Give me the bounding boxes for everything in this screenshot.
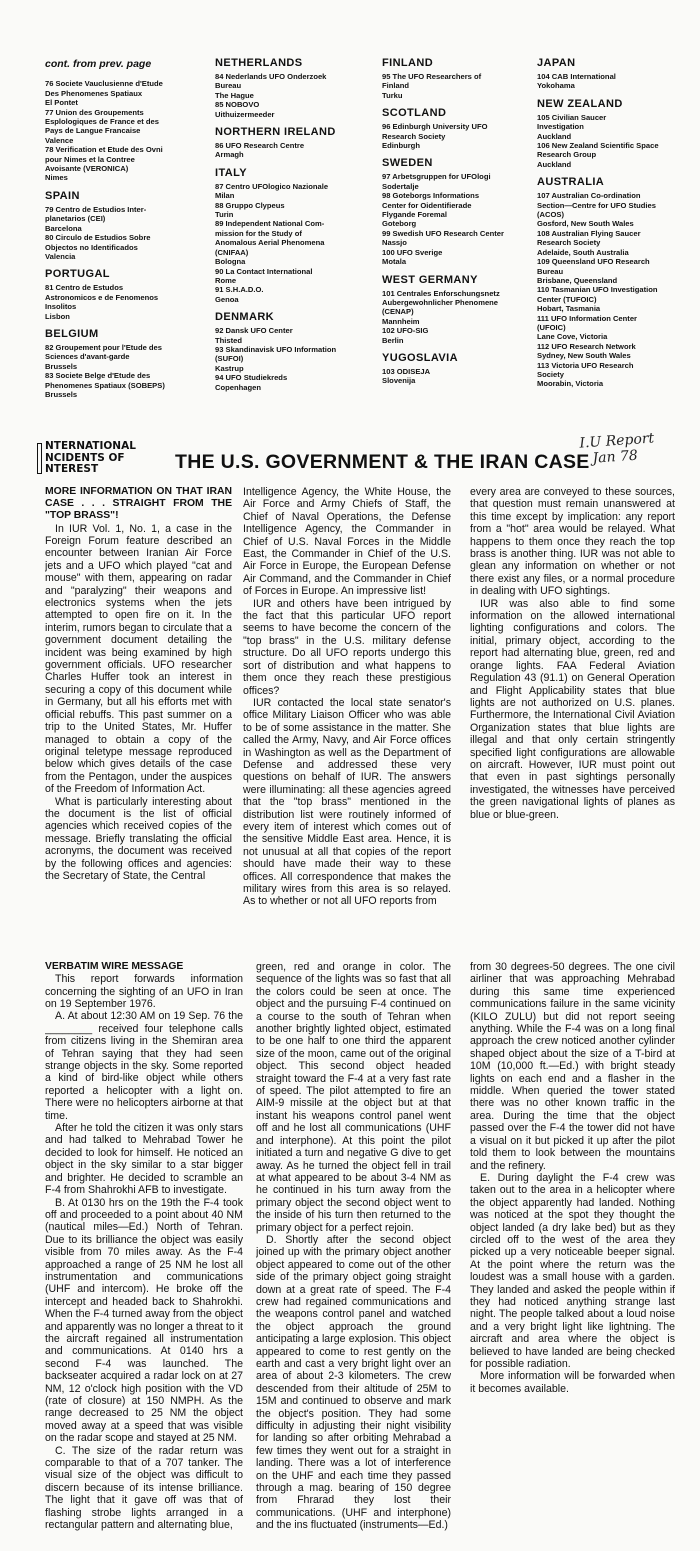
country-heading: DENMARK — [215, 311, 275, 324]
country-heading: NEW ZEALAND — [537, 97, 623, 110]
country-heading: SWEDEN — [382, 157, 433, 170]
directory-entry: 80 Circulo de Estudios Sobre Objectos no Identificados Valencia — [45, 233, 151, 261]
section1-paragraph: What is particularly interesting about the document is the list of official agencies which received copies of the message. Briefly translating the official acronyms, the document was received by the following offices and agencies: the Secretary of State, the Central — [45, 795, 232, 882]
section2-column-1 — [45, 961, 243, 1534]
directory-entry: 98 Goteborgs Informations Center for Oidentifierade Flygande Foremal Goteborg — [382, 191, 480, 229]
section2-paragraph: from 30 degrees-50 degrees. The one civil airliner that was approaching Mehrabad during this same time experienced communications failure in the same vicinity (KILO ZULU) but did not report seeing anything. While the F-4 was on a long final approach the crew noticed another cylinder shaped object about the size of a T-bird at 10M (10,000 ft.—Ed.) with bright steady lights on each end and a flasher in the middle. When queried the tower stated there was no other known traffic in the area. During the time that the object passed over the F-4 the tower did not have a visual on it but picked it up after the pilot told them to look between the mountains and the refinery. — [470, 961, 675, 1172]
section2-paragraph: E. During daylight the F-4 crew was taken out to the area in a helicopter where the object apparently had landed. Nothing was noticed at the spot they thought the object landed (a dry lake bed) but as they circled off to the west of the area they picked up a very noticeable beeper signal. At the point where the return was the loudest was a small house with a garden. They landed and asked the people within if they had noticed anything strange last night. The people talked about a loud noise and a very bright light like lightning. The aircraft and area where the object is believed to have landed are being checked for possible radiation. — [470, 1171, 675, 1370]
directory-entry: 101 Centrales Enforschungsnetz Aubergewohnlicher Phenomene (CENAP) Mannheim — [382, 288, 500, 326]
directory-entry: 79 Centro de Estudios Inter- planetarios (CEI) Barcelona — [45, 204, 147, 233]
section2-column-2 — [256, 961, 451, 1534]
directory-entry: 91 S.H.A.D.O. Genoa — [215, 285, 264, 304]
section1-paragraph: In IUR Vol. 1, No. 1, a case in the Foreign Forum feature described an encounter between Iranian Air Force jets and a UFO which played "cat and mouse" with them, appearing on radar and "paralyzing" their weapons and electronics systems when the jets attempted to open fire on it. In the interim, rumors began to circulate that a government document detailing the incident was being examined by high government officials. UFO researcher Charles Huffer took an interest in securing a copy of this document while in Germany, but all his efforts met with official rebuffs. This past summer on a trip to the United States, Mr. Huffer managed to obtain a copy of the original teletype message reproduced below which gives details of the case from the Pentagon, under the auspices of the Freedom of Information Act. — [45, 522, 232, 796]
directory-col-1 — [45, 60, 210, 399]
directory-entry: 87 Centro UFOlogico Nazionale Milan — [215, 181, 329, 201]
directory-entry: 100 UFO Sverige Motala — [382, 247, 443, 267]
directory-entry: 108 Australian Flying Saucer Research Society Adelaide, South Australia — [537, 228, 641, 257]
country-heading: SPAIN — [45, 189, 80, 202]
directory-entry: 83 Societe Belge d'Etude des Phenomenes Spatiaux (SOBEPS) Brussels — [45, 371, 165, 399]
directory-entry: 109 Queensland UFO Research Bureau Brisbane, Queensland — [537, 257, 650, 285]
directory-entry: 90 La Contact International Rome — [215, 266, 313, 285]
directory-entry: 84 Nederlands UFO Onderzoek Bureau The Hague — [215, 72, 327, 100]
logo-line-3: NTEREST — [45, 463, 99, 475]
directory-entry: 76 Societe Vauclusienne d'Etude Des Phenomenes Spatiaux El Pontet — [45, 79, 163, 108]
directory-entry: 95 The UFO Researchers of Finland Turku — [382, 72, 482, 100]
continued-label: cont. from prev. page — [45, 58, 152, 70]
section1-paragraph: IUR was also able to find some information on the allowed international lighting configurations and colors. The initial, primary object, according to the report had alternating blue, green, red and orange lights. FAA Federal Aviation Regulation 43 (91.1) on General Operation and Flight Applicability states that blue lights are not authorized on U.S. planes. Furthermore, the International Civil Aviation Organization states that blue lights are illegal and that only certain stringently specified light configurations are allowable on aircraft. However, IUR must point out that even in past sightings personally investigated, the witnesses have perceived the green navigational lights of planes as blue or blue-green. — [470, 597, 675, 821]
dir-group-col1 — [45, 79, 210, 399]
country-heading: WEST GERMANY — [382, 273, 478, 286]
country-heading: FINLAND — [382, 57, 434, 69]
section2-paragraph: C. The size of the radar return was comparable to that of a 707 tanker. The visual size of the object was difficult to discern because of its intense brilliance. The light that it gave off was that of flashing strobe lights arranged in a rectangular pattern and alternating blue, — [45, 1444, 243, 1532]
directory-entry: 92 Dansk UFO Center Thisted — [215, 326, 293, 345]
logo-line-2: NCIDENTS OF — [45, 451, 125, 464]
section1-column-2 — [243, 486, 451, 908]
directory-entry: 85 NOBOVO Uithuizermeeder — [215, 100, 275, 119]
directory-col-3 — [382, 56, 532, 386]
section1-paragraph: IUR contacted the local state senator's office Military Liaison Officer who was able to be of some assistance in the matter. She called the Army, Navy, and Air Force offices in Washington as well as the Department of Defense and addressed these very questions on behalf of IUR. The answers were illuminating: all these agencies agreed that the "top brass" mentioned in the distribution list were routinely informed of every item of interest which comes out of the sensitive Middle East area. Hence, it is not unusual at all that copies of the report should have made their way to these offices. All correspondence that makes the military wires from this area is so relayed. As to whether or not all UFO reports from — [243, 696, 451, 908]
section2-paragraph: green, red and orange in color. The sequence of the lights was so fast that all the colors could be seen at once. The object and the pursuing F-4 continued on a course to the south of Tehran when another brightly lighted object, estimated to be one half to one third the apparent size of the moon, came out of the original object. This second object headed straight toward the F-4 at a very fast rate of speed. The pilot attempted to fire an AIM-9 missile at the object but at that instant his weapons control panel went off and he lost all communications (UHF and interphone). At this point the pilot initiated a turn and negative G dive to get away. As he turned the object fell in trail at what appeared to be about 3-4 NM as he continued in his turn away from the primary object the second object went to the inside of his turn then returned to the primary object for a perfect rejoin. — [256, 961, 451, 1234]
directory-entry: 99 Swedish UFO Research Center Nassjo — [382, 228, 504, 248]
dir-group-col2 — [215, 56, 375, 392]
directory-entry: 93 Skandinavisk UFO Information (SUFOI) Kastrup — [215, 344, 337, 373]
section2-paragraph: After he told the citizen it was only stars and had talked to Mehrabad Tower he decided to look for himself. He noticed an object in the sky similar to a star bigger and brighter. He decided to scramble an F-4 from Shahrokhi AFB to investigate. — [45, 1122, 243, 1197]
country-heading: ITALY — [215, 166, 247, 179]
directory-entry: 105 Civilian Saucer Investigation Auckland — [537, 112, 607, 141]
logo-line-1: NTERNATIONAL — [45, 440, 136, 452]
section2-heading: VERBATIM WIRE MESSAGE — [45, 961, 184, 972]
section2-paragraph: D. Shortly after the second object joined up with the primary object another object appeared to come out of the other side of the primary object going straight down at a great rate of speed. The F-4 crew had regained communications and the weapons control panel and watched the object approach the ground anticipating a large explosion. This object appeared to come to rest gently on the earth and cast a very bright light over an area of about 2-3 kilometers. The crew descended from their altitude of 25M to 15M and continued to observe and mark the object's position. They had some difficulty in adjusting their night visibility for landing so after orbiting Mehrabad a few times they went out for a straight in landing. There was a lot of interference on the UHF and each time they passed through a mag. bearing of 150 degree from Fhrarad they lost their communications. (UHF and interphone) and the ins fluctuated (instruments—Ed.) — [256, 1233, 451, 1532]
country-heading: YUGOSLAVIA — [382, 351, 458, 364]
dir-group-col4 — [537, 56, 687, 389]
handwritten-line-2: Jan 78 — [592, 447, 639, 467]
directory-entry: 113 Victoria UFO Research Society Moorabin, Victoria — [537, 360, 634, 389]
section2-paragraph: A. At about 12:30 AM on 19 Sep. 76 the ________ received four telephone calls from citizens living in the Shemiran area of Tehran saying that they had seen strange objects in the sky. Some reported a kind of bird-like object while others reported a helicopter with a light on. There were no helicopters airborne at that time. — [45, 1010, 243, 1122]
country-heading: NETHERLANDS — [215, 57, 303, 69]
directory-entry: 78 Verification et Etude des Ovni pour Nimes et la Contree Avoisante (VERONICA) Nimes — [45, 145, 163, 183]
country-heading: PORTUGAL — [45, 268, 110, 281]
section-divider — [45, 933, 675, 934]
directory-entry: 82 Groupement pour l'Etude des Sciences d'avant-garde Brussels — [45, 342, 162, 371]
country-heading: NORTHERN IRELAND — [215, 126, 336, 139]
directory-col-2 — [215, 56, 375, 392]
handwritten-note — [579, 430, 656, 467]
section1-paragraph: IUR and others have been intrigued by the fact that this particular UFO report seems to have become the concern of the "top brass" in the U.S. military defense structure. Do all UFO reports undergo this sort of distribution and what happens to them once they reach these prestigious offices? — [243, 597, 451, 697]
country-heading: AUSTRALIA — [537, 176, 605, 189]
directory-entry: 112 UFO Research Network Sydney, New South Wales — [537, 341, 636, 361]
country-heading: JAPAN — [537, 57, 576, 69]
section2-column-3 — [470, 961, 675, 1534]
directory-entry: 107 Australian Co-ordination Section—Centre for UFO Studies (ACOS) Gosford, New South Wales — [537, 191, 656, 229]
directory-entry: 106 New Zealand Scientific Space Research Group Auckland — [537, 141, 659, 169]
logo-bar-icon — [37, 443, 42, 474]
section2-paragraph: B. At 0130 hrs on the 19th the F-4 took off and proceeded to a point about 40 NM (nautical miles—Ed.) North of Tehran. Due to its brilliance the object was easily visible from 70 miles away. As the F-4 approached a range of 25 NM he lost all instrumentation and communications (UHF and intercom). He broke off the intercept and headed back to Shahrokhi. When the F-4 turned away from the object and apparently was no longer a threat to it the aircraft regained all instrumentation and communications. At 0140 hrs a second F-4 was launched. The backseater acquired a radar lock on at 27 NM, 12 o'clock high position with the VD (rate of closure) at 150 NMPH. As the range decreased to 25 NM the object moved away at a speed that was visible on the radar scope and stayed at 25 NM. — [45, 1196, 243, 1445]
directory-col-4 — [537, 56, 687, 389]
section2-closing: More information will be forwarded when it becomes available. — [470, 1370, 675, 1395]
iui-logo — [45, 441, 165, 476]
directory-entry: 89 Independent National Com- mission for the Study of Anomalous Aerial Phenomena (CNIFAA) Bologna — [215, 219, 325, 267]
directory-entry: 97 Arbetsgruppen for UFOlogi Sodertalje — [382, 172, 491, 191]
section1-column-1 — [45, 486, 232, 893]
directory-entry: 81 Centro de Estudos Astronomicos e de Fenomenos Insolitos Lisbon — [45, 283, 159, 321]
directory-entry: 103 ODISEJA Slovenija — [382, 366, 431, 386]
country-heading: BELGIUM — [45, 327, 99, 340]
directory-entry: 94 UFO Studiekreds Copenhagen — [215, 373, 288, 392]
directory-entry: 88 Gruppo Clypeus Turin — [215, 200, 285, 220]
handwritten-line-1: I.U Report — [578, 430, 655, 452]
section1-heading: MORE INFORMATION ON THAT IRAN CASE . . . STRAIGHT FROM THE "TOP BRASS"! — [45, 486, 232, 522]
section1-column-3 — [470, 486, 675, 908]
directory-entry: 96 Edinburgh University UFO Research Society Edinburgh — [382, 122, 488, 151]
directory-entry: 111 UFO Information Center (UFOIC) Lane Cove, Victoria — [537, 313, 638, 342]
directory-entry: 104 CAB International Yokohama — [537, 72, 616, 91]
section1-paragraph: Intelligence Agency, the White House, the Air Force and Army Chiefs of Staff, the Chief of Naval Operations, the Defense Intelligence Agency, the Commander in Chief of U.S. Naval Forces in the Middle East, the Commander in Chief of the U.S. Air Force in Europe, the European Defense Air Command, and the Commander in Chief of Forces in Europe. An impressive list! — [243, 486, 451, 598]
directory-entry: 110 Tasmanian UFO Investigation Center (TUFOIC) Hobart, Tasmania — [537, 285, 658, 314]
country-heading: SCOTLAND — [382, 107, 447, 120]
section1-paragraph: every area are conveyed to these sources, that question must remain unanswered at this time except by implication: any report from a "hot" area would be relayed. What happens to them once they reach the top brass is another thing. IUR was not able to glean any information on whether or not there exist any files, or a normal procedure in dealing with UFO sightings. — [470, 486, 675, 598]
directory-entry: 102 UFO-SIG Berlin — [382, 326, 429, 345]
section2-paragraph: This report forwards information concerning the sighting of an UFO in Iran on 19 September 1976. — [45, 973, 243, 1011]
dir-group-col3 — [382, 56, 532, 386]
article-headline: THE U.S. GOVERNMENT & THE IRAN CASE — [175, 451, 590, 473]
directory-entry: 86 UFO Research Centre Armagh — [215, 141, 305, 160]
directory-entry: 77 Union des Groupements Esplologiques de France et des Pays de Langue Francaise Valence — [45, 107, 159, 145]
